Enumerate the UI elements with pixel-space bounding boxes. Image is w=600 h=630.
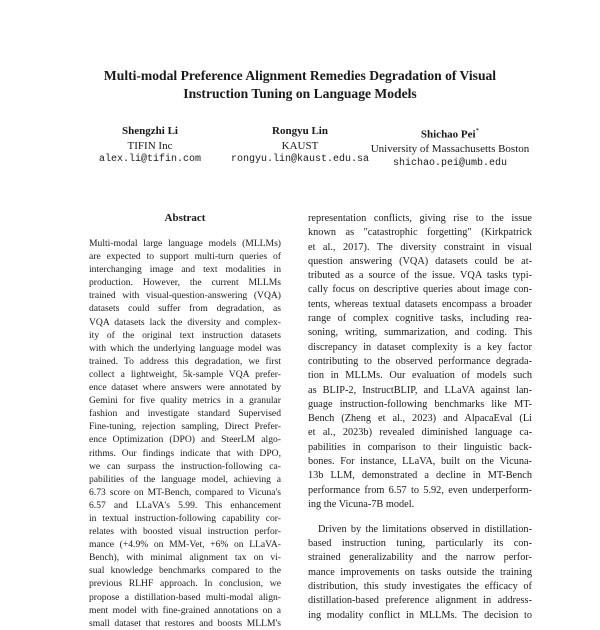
author-affiliation: KAUST (281, 139, 319, 152)
text-line: Bench), with minimal alignment tax on vi- (89, 552, 281, 564)
text-line: soning, writing, summarization, and coding. This (308, 327, 532, 339)
text-line: with which the underlying language model was (89, 342, 281, 354)
text-line: tents, whereas textual datasets encompass a broader (308, 298, 532, 310)
author-3 (355, 124, 545, 171)
text-line: distillation-based preference alignment in address- (308, 595, 532, 607)
text-line: pabilities in comparison to their linguistic back- (308, 441, 532, 453)
text-line: ing the Vicuna-7B model. (308, 498, 415, 510)
author-email: alex.li@tifin.com (98, 154, 202, 165)
text-line: interchanging image and text modalities in (89, 264, 281, 276)
abstract-body (89, 237, 281, 630)
author-affiliation: TIFIN Inc (127, 139, 173, 152)
author-1 (70, 124, 230, 168)
paragraph-gap (308, 512, 532, 523)
text-line: as BLIP-2, InstructBLIP, and LLaVA against lan- (308, 384, 532, 396)
text-line: question answering (VQA) datasets could be at- (308, 255, 532, 267)
text-line: we can surpass the instruction-following ca- (89, 460, 281, 472)
text-line: known as "catastrophic forgetting" (Kirkpatrick (308, 227, 532, 239)
text-line: relates with boosted visual instruction perfor- (89, 526, 281, 538)
text-line: 6.73 score on MT-Bench, compared to Vicuna's (89, 486, 281, 498)
author-name: Shengzhi Li (122, 125, 178, 137)
text-line: mance (+4.9% on MM-Vet, +6% on LLaVA- (89, 539, 281, 551)
title-line-2: Instruction Tuning on Language Models (183, 86, 417, 101)
text-line: based instruction tuning, particularly its con- (308, 538, 532, 550)
text-line: Multi-modal large language models (MLLMs) (89, 238, 281, 249)
text-line: ence Optimization (DPO) and SteerLM algo- (89, 434, 281, 446)
text-line: ing modality conflict in MLLMs. The decision to (308, 609, 532, 621)
paper-title (60, 67, 540, 103)
text-line: ity of the original text instruction datasets (89, 329, 281, 341)
text-line: propose a distillation-based multi-modal align- (89, 591, 281, 603)
text-line: pabilities of the language model, achieving a (89, 473, 281, 485)
text-line: previous RLHF approach. In conclusion, we (89, 578, 281, 590)
title-line-1: Multi-modal Preference Alignment Remedies Degradation of Visual (103, 68, 497, 83)
text-line: ence dataset where answers were annotated by (89, 382, 281, 394)
text-line: discrepancy in dataset complexity is a key factor (308, 341, 532, 353)
text-line: sual knowledge benchmarks compared to the (89, 565, 281, 577)
text-line: bones. For instance, LLaVA, built on the Vicuna- (308, 456, 532, 468)
text-line: representation conflicts, giving rise to the issue (308, 213, 532, 224)
text-line: Fine-tuning, rejection sampling, Direct Prefer- (89, 421, 281, 433)
text-line: are expected to support multi-turn queries of (89, 251, 281, 263)
introduction-body (308, 212, 532, 623)
text-line: mance improvements on tasks outside the training (308, 566, 532, 578)
text-line: et al., 2017). The diversity constraint in visual (308, 241, 532, 253)
author-email: rongyu.lin@kaust.edu.sa (230, 154, 370, 165)
author-email: shichao.pei@umb.edu (392, 157, 508, 169)
text-line: rithms. Our findings indicate that with DPO, (89, 447, 281, 459)
text-line: cally focus on descriptive queries about image con- (308, 284, 532, 296)
author-name: Rongyu Lin (272, 125, 328, 137)
author-name (355, 124, 545, 142)
text-line: strained generalizability and the narrow perfor- (308, 552, 532, 564)
text-line: tributed as a source of the issue. VQA tasks typi- (308, 270, 532, 282)
text-line: trained with visual-question-answering (VQA) (89, 290, 281, 302)
text-line: distribution, this study investigates the efficacy of (308, 580, 532, 592)
text-line: tion in MLLMs. Our evaluation of models such (308, 370, 532, 382)
text-line: datasets could suffer from degradation, as (89, 303, 281, 315)
text-line: 13b LLM, demonstrated a decline in MT-Bench (308, 470, 532, 482)
text-line: small dataset that restores and boosts MLLM's (89, 617, 281, 629)
text-line: Gemini for five quality metrics in a granular (89, 395, 281, 407)
text-line: trained. To address this degradation, we first (89, 355, 281, 367)
text-line: range of complex cognitive tasks, including rea- (308, 313, 532, 325)
text-line: contributing to the observed performance degrada- (308, 355, 532, 367)
text-line: production. However, the current MLLMs (89, 277, 281, 289)
abstract-heading: Abstract (164, 212, 206, 224)
text-line: ment model with fine-grained annotations on a (89, 604, 281, 616)
text-line: VQA datasets lack the diversity and complex- (89, 316, 281, 328)
text-line: et al., 2023b) revealed diminished language ca- (308, 427, 532, 439)
author-name-text: Shichao Pei (420, 128, 476, 141)
text-line: collect a lightweight, 5k-sample VQA prefer- (89, 368, 281, 380)
text-line: fashion and investigate standard Supervised (89, 408, 281, 420)
text-line: Bench (Zheng et al., 2023) and AlpacaEval (Li (308, 413, 532, 425)
text-line: Driven by the limitations observed in distillation- (318, 523, 532, 535)
text-line: guage instruction-following benchmarks like MT- (308, 398, 532, 410)
author-affiliation: University of Massachusetts Boston (370, 143, 530, 156)
text-line: performance from 6.57 to 5.92, even underperform- (308, 484, 532, 496)
corresponding-mark: * (475, 127, 480, 135)
text-line: in textual instruction-following capability cor- (89, 512, 281, 524)
text-line: 6.57 and LLaVA's 5.99. This enhancement (89, 499, 281, 511)
